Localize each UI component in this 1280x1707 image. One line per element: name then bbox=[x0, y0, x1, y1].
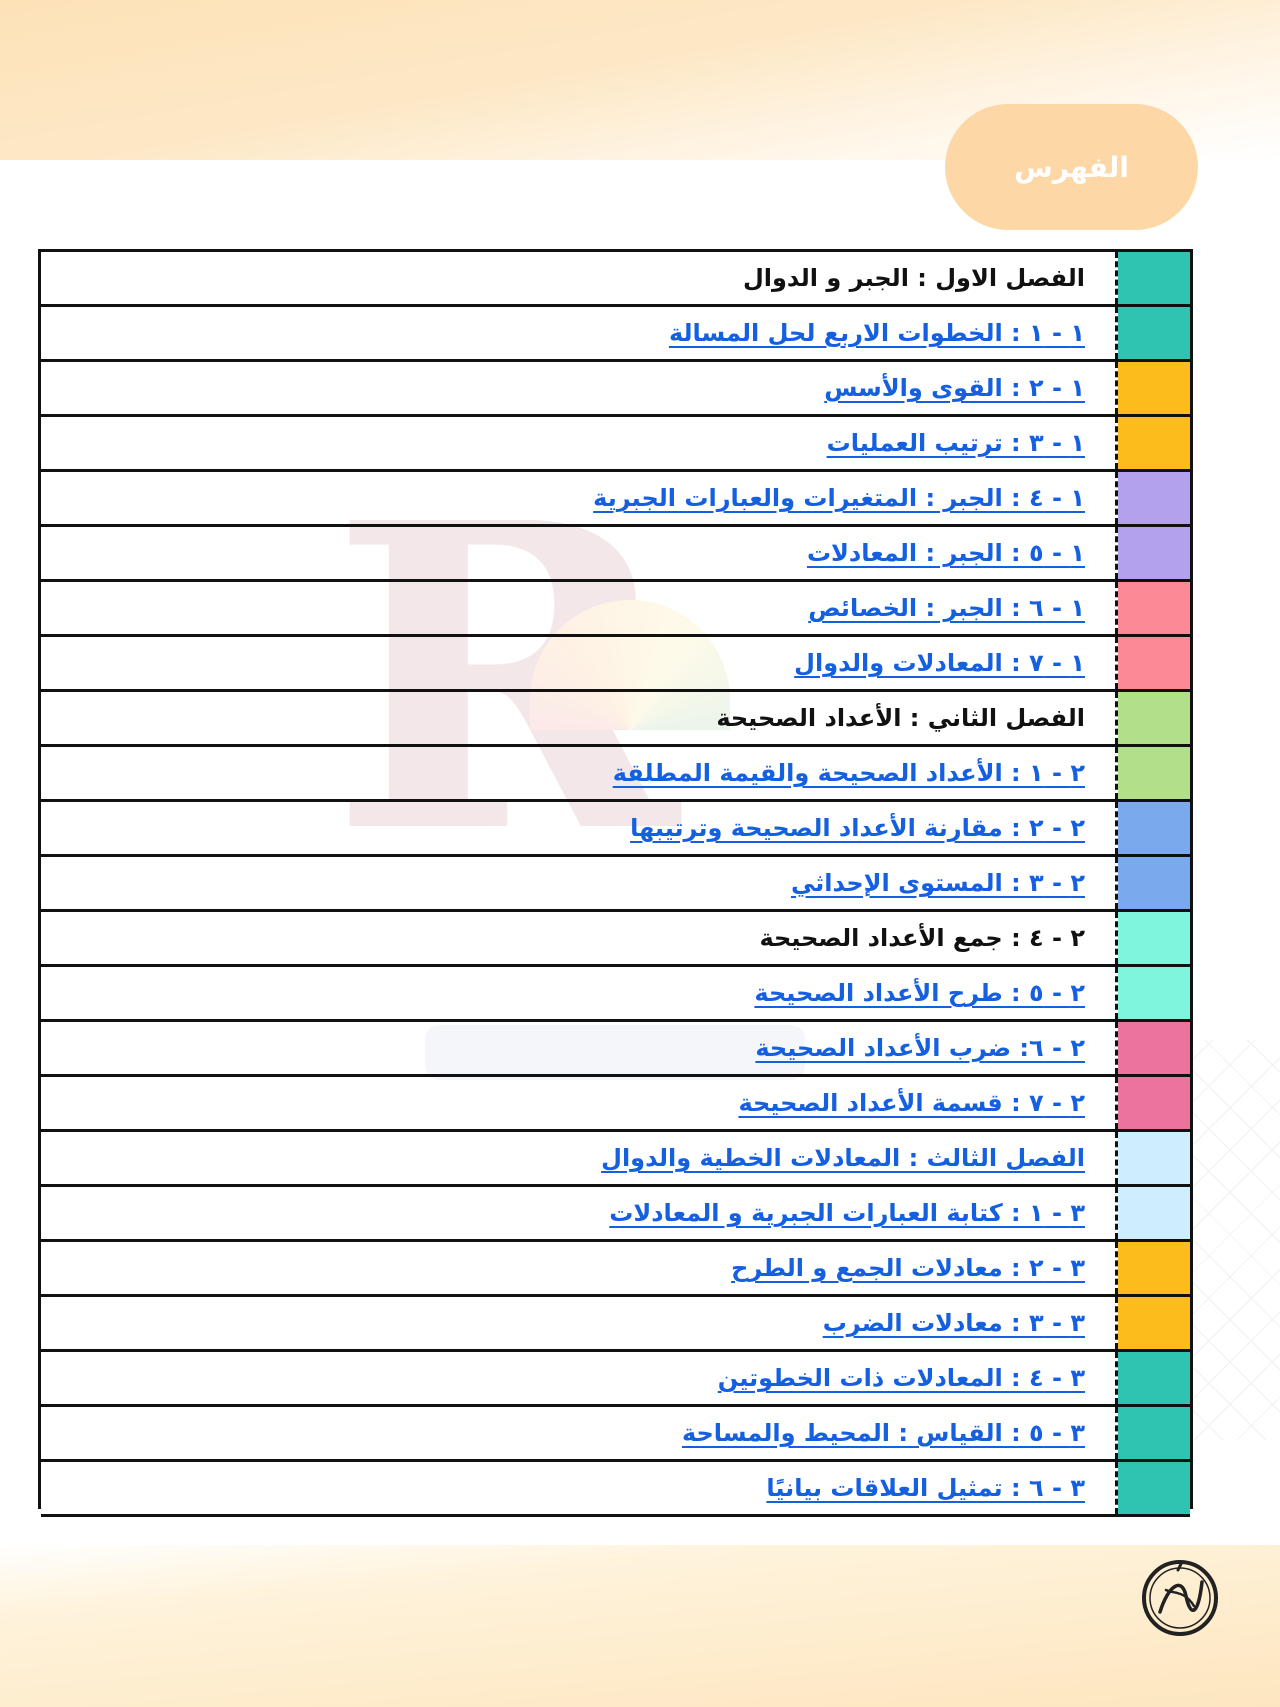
toc-entry-link[interactable]: ٣ - ١ : كتابة العبارات الجبرية و المعادلات bbox=[609, 1199, 1085, 1227]
row-color-tab bbox=[1118, 747, 1190, 799]
toc-row[interactable] bbox=[41, 857, 1190, 912]
row-color-tab bbox=[1118, 417, 1190, 469]
row-color-tab bbox=[1118, 1132, 1190, 1184]
row-color-tab bbox=[1118, 857, 1190, 909]
toc-row[interactable] bbox=[41, 362, 1190, 417]
toc-entry-link[interactable]: ٣ - ٥ : القياس : المحيط والمساحة bbox=[681, 1419, 1085, 1447]
decorative-grid bbox=[1180, 1040, 1280, 1440]
page-title-badge bbox=[945, 104, 1198, 230]
toc-entry-link[interactable]: ١ - ٥ : الجبر : المعادلات bbox=[806, 539, 1085, 567]
toc-entry-link[interactable]: ٢ - ٥ : طرح الأعداد الصحيحة bbox=[754, 979, 1085, 1007]
toc-entry-link[interactable]: ٣ - ٦ : تمثيل العلاقات بيانيًا bbox=[766, 1474, 1085, 1502]
row-color-tab bbox=[1118, 252, 1190, 304]
table-of-contents bbox=[38, 249, 1193, 1509]
toc-row[interactable] bbox=[41, 527, 1190, 582]
row-color-tab bbox=[1118, 637, 1190, 689]
row-color-tab bbox=[1118, 692, 1190, 744]
row-color-tab bbox=[1118, 362, 1190, 414]
toc-entry-link[interactable]: ٣ - ٣ : معادلات الضرب bbox=[822, 1309, 1085, 1337]
toc-row[interactable] bbox=[41, 637, 1190, 692]
toc-entry-link[interactable]: ١ - ١ : الخطوات الاربع لحل المسالة bbox=[668, 319, 1085, 347]
row-color-tab bbox=[1118, 1187, 1190, 1239]
toc-row[interactable] bbox=[41, 472, 1190, 527]
row-color-tab bbox=[1118, 582, 1190, 634]
toc-entry-link[interactable]: ٢ - ١ : الأعداد الصحيحة والقيمة المطلقة bbox=[612, 759, 1085, 787]
toc-entry-link[interactable]: ٣ - ٤ : المعادلات ذات الخطوتين bbox=[717, 1364, 1085, 1392]
page-title: الفهرس bbox=[1014, 150, 1129, 184]
row-color-tab bbox=[1118, 1242, 1190, 1294]
toc-entry-link[interactable]: ٢ - ٣ : المستوى الإحداثي bbox=[790, 869, 1085, 897]
toc-row[interactable] bbox=[41, 1352, 1190, 1407]
toc-row[interactable] bbox=[41, 1132, 1190, 1187]
row-color-tab bbox=[1118, 967, 1190, 1019]
toc-row[interactable] bbox=[41, 1077, 1190, 1132]
bottom-decorative-band bbox=[0, 1545, 1280, 1707]
row-color-tab bbox=[1118, 527, 1190, 579]
toc-row[interactable] bbox=[41, 1242, 1190, 1297]
toc-entry-link[interactable]: ٢ - ٢ : مقارنة الأعداد الصحيحة وترتيبها bbox=[630, 814, 1085, 842]
toc-row[interactable] bbox=[41, 307, 1190, 362]
row-color-tab bbox=[1118, 1022, 1190, 1074]
toc-row[interactable] bbox=[41, 582, 1190, 637]
signature-seal-icon bbox=[1138, 1556, 1222, 1640]
row-color-tab bbox=[1118, 1077, 1190, 1129]
row-color-tab bbox=[1118, 802, 1190, 854]
row-color-tab bbox=[1118, 307, 1190, 359]
toc-entry-link[interactable]: الفصل الثالث : المعادلات الخطية والدوال bbox=[601, 1144, 1085, 1172]
row-color-tab bbox=[1118, 472, 1190, 524]
row-color-tab bbox=[1118, 1462, 1190, 1514]
toc-row[interactable] bbox=[41, 1462, 1190, 1517]
toc-entry-link[interactable]: ١ - ٦ : الجبر : الخصائص bbox=[808, 594, 1085, 622]
row-color-tab bbox=[1118, 1352, 1190, 1404]
toc-entry-link[interactable]: ٢ - ٦: ضرب الأعداد الصحيحة bbox=[755, 1034, 1085, 1062]
toc-entry-heading: الفصل الثاني : الأعداد الصحيحة bbox=[716, 704, 1085, 732]
toc-row bbox=[41, 692, 1190, 747]
toc-row[interactable] bbox=[41, 747, 1190, 802]
toc-row[interactable] bbox=[41, 1407, 1190, 1462]
toc-row[interactable] bbox=[41, 1297, 1190, 1352]
toc-entry-heading: الفصل الاول : الجبر و الدوال bbox=[742, 264, 1085, 292]
row-color-tab bbox=[1118, 1407, 1190, 1459]
row-color-tab bbox=[1118, 1297, 1190, 1349]
toc-row[interactable] bbox=[41, 967, 1190, 1022]
toc-entry-heading: ٢ - ٤ : جمع الأعداد الصحيحة bbox=[759, 924, 1085, 952]
toc-entry-link[interactable]: ١ - ٢ : القوى والأسس bbox=[824, 374, 1085, 402]
toc-row[interactable] bbox=[41, 1187, 1190, 1242]
toc-row[interactable] bbox=[41, 1022, 1190, 1077]
toc-entry-link[interactable]: ١ - ٣ : ترتيب العمليات bbox=[826, 429, 1085, 457]
toc-entry-link[interactable]: ٣ - ٢ : معادلات الجمع و الطرح bbox=[731, 1254, 1085, 1282]
toc-row[interactable] bbox=[41, 417, 1190, 472]
toc-entry-link[interactable]: ١ - ٧ : المعادلات والدوال bbox=[794, 649, 1085, 677]
toc-entry-link[interactable]: ٢ - ٧ : قسمة الأعداد الصحيحة bbox=[738, 1089, 1085, 1117]
toc-row bbox=[41, 912, 1190, 967]
watermark-letter-r: R bbox=[330, 433, 680, 926]
row-color-tab bbox=[1118, 912, 1190, 964]
toc-entry-link[interactable]: ١ - ٤ : الجبر : المتغيرات والعبارات الجبرية bbox=[593, 484, 1085, 512]
toc-row[interactable] bbox=[41, 802, 1190, 857]
toc-row bbox=[41, 252, 1190, 307]
